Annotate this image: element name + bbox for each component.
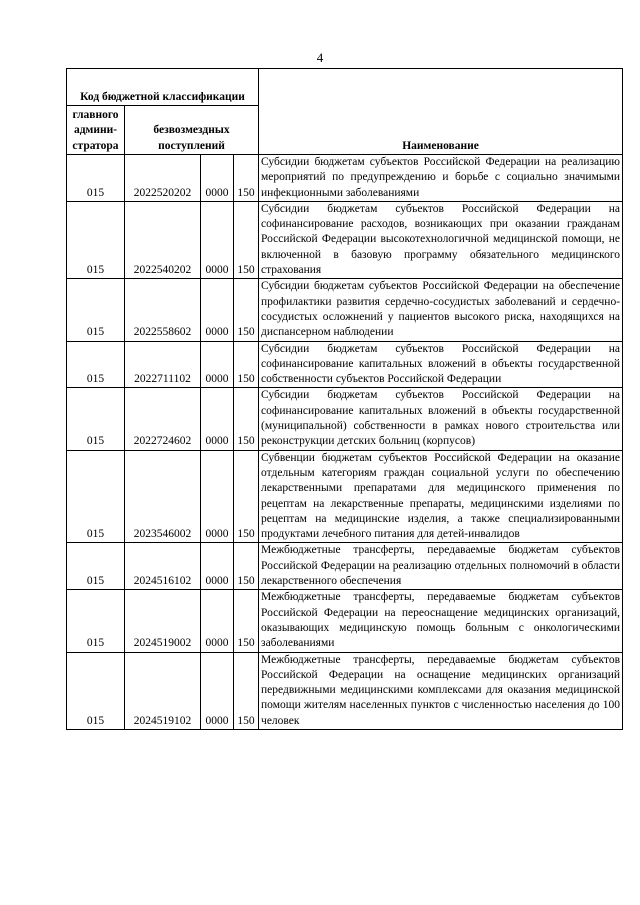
row-receipt-code: 2022558602 — [125, 279, 201, 341]
row-subtype-code: 0000 — [201, 590, 234, 652]
row-kind-code: 150 — [234, 155, 259, 202]
row-kind-code: 150 — [234, 341, 259, 388]
row-receipt-code: 2022711102 — [125, 341, 201, 388]
row-admin-code: 015 — [67, 201, 125, 278]
row-receipt-code: 2024516102 — [125, 543, 201, 590]
row-name: Субсидии бюджетам субъектов Российской Федерации на софинансирование расходов, возникающих при оказании гражданам Российской Федерации высокотехнологичной медицинской помощи, не включенной в базовую программу обязательного медицинского страхования — [259, 201, 623, 278]
page-number: 4 — [316, 50, 324, 65]
row-subtype-code: 0000 — [201, 201, 234, 278]
classification-title: Код бюджетной классификации — [67, 69, 259, 106]
row-receipt-code: 2024519102 — [125, 652, 201, 729]
row-receipt-code: 2024519002 — [125, 590, 201, 652]
admin-header: главного админи-стратора — [67, 106, 125, 155]
table-row — [67, 155, 623, 202]
table-row — [67, 450, 623, 543]
table-row — [67, 590, 623, 652]
row-name: Субсидии бюджетам субъектов Российской Федерации на софинансирование капитальных вложений в объекты государственной собственности субъектов Российской Федерации — [259, 341, 623, 388]
row-admin-code: 015 — [67, 543, 125, 590]
table-row — [67, 341, 623, 388]
name-header: Наименование — [259, 69, 623, 155]
row-kind-code: 150 — [234, 450, 259, 543]
row-admin-code: 015 — [67, 155, 125, 202]
row-kind-code: 150 — [234, 543, 259, 590]
table-row — [67, 652, 623, 729]
budget-classification-table — [66, 68, 623, 730]
receipts-header: безвозмездных поступлений — [125, 106, 259, 155]
row-name: Субсидии бюджетам субъектов Российской Федерации на обеспечение профилактики развития сердечно-сосудистых заболеваний и сердечно-сосудистых осложнений у пациентов высокого риска, находящихся на диспансерном наблюдении — [259, 279, 623, 341]
row-name: Субсидии бюджетам субъектов Российской Федерации на софинансирование капитальных вложений в объекты государственной (муниципальной) собственности в рамках нового строительства или реконструкции детских больниц (корпусов) — [259, 388, 623, 450]
row-admin-code: 015 — [67, 279, 125, 341]
table-row — [67, 279, 623, 341]
row-name: Межбюджетные трансферты, передаваемые бюджетам субъектов Российской Федерации на оснащение медицинских организаций передвижными медицинскими комплексами для оказания медицинской помощи жителям населенных пунктов с численностью населения до 100 человек — [259, 652, 623, 729]
row-kind-code: 150 — [234, 279, 259, 341]
row-kind-code: 150 — [234, 388, 259, 450]
table-row — [67, 388, 623, 450]
row-subtype-code: 0000 — [201, 543, 234, 590]
header-row-title — [67, 69, 623, 106]
row-kind-code: 150 — [234, 201, 259, 278]
table-row — [67, 543, 623, 590]
row-kind-code: 150 — [234, 652, 259, 729]
row-kind-code: 150 — [234, 590, 259, 652]
row-name: Межбюджетные трансферты, передаваемые бюджетам субъектов Российской Федерации на реализацию отдельных полномочий в области лекарственного обеспечения — [259, 543, 623, 590]
row-admin-code: 015 — [67, 450, 125, 543]
table-row — [67, 201, 623, 278]
row-name: Субсидии бюджетам субъектов Российской Федерации на реализацию мероприятий по предупреждению и борьбе с социально значимыми инфекционными заболеваниями — [259, 155, 623, 202]
row-subtype-code: 0000 — [201, 450, 234, 543]
row-admin-code: 015 — [67, 388, 125, 450]
row-subtype-code: 0000 — [201, 341, 234, 388]
row-name: Межбюджетные трансферты, передаваемые бюджетам субъектов Российской Федерации на переоснащение медицинских организаций, оказывающих медицинскую помощь больным с онкологическими заболеваниями — [259, 590, 623, 652]
row-admin-code: 015 — [67, 652, 125, 729]
row-name: Субвенции бюджетам субъектов Российской Федерации на оказание отдельным категориям граждан социальной услуги по обеспечению лекарственными препаратами для медицинского применения по рецептам на лекарственные препараты, медицинскими изделиями по рецептам на медицинские изделия, а также специализированными продуктами лечебного питания для детей-инвалидов — [259, 450, 623, 543]
row-subtype-code: 0000 — [201, 155, 234, 202]
row-receipt-code: 2022724602 — [125, 388, 201, 450]
row-subtype-code: 0000 — [201, 279, 234, 341]
row-receipt-code: 2022540202 — [125, 201, 201, 278]
row-subtype-code: 0000 — [201, 388, 234, 450]
row-receipt-code: 2023546002 — [125, 450, 201, 543]
row-admin-code: 015 — [67, 341, 125, 388]
row-subtype-code: 0000 — [201, 652, 234, 729]
row-receipt-code: 2022520202 — [125, 155, 201, 202]
row-admin-code: 015 — [67, 590, 125, 652]
